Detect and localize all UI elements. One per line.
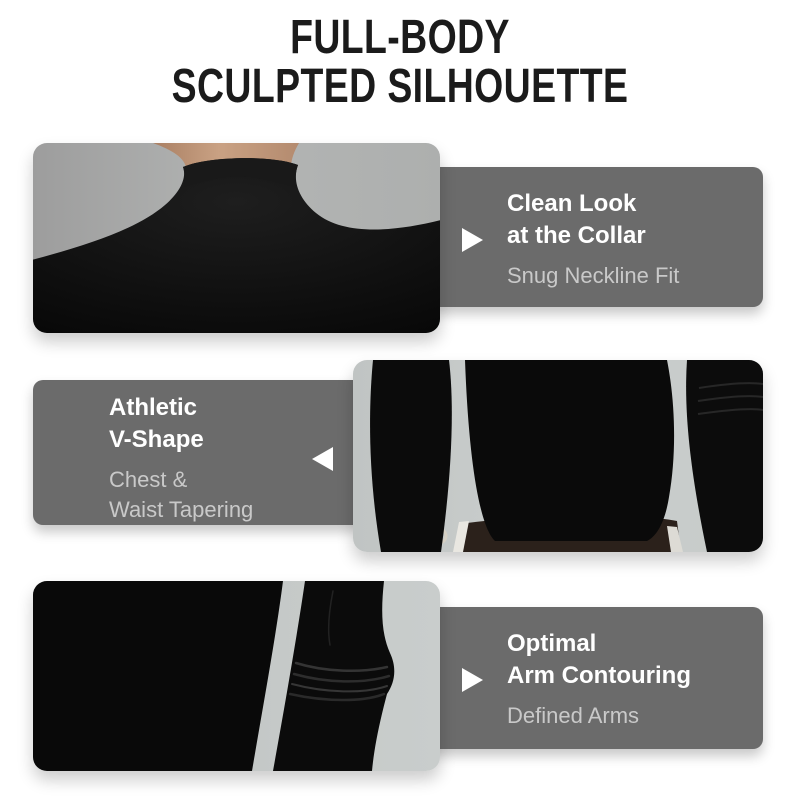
callout-vshape	[33, 380, 363, 525]
callout-collar-heading-2: at the Collar	[507, 222, 646, 249]
page-title-line-1: FULL-BODY	[290, 11, 510, 64]
callout-arm	[420, 607, 763, 749]
callout-arm-subtext: Defined Arms	[507, 703, 640, 728]
callout-vshape-heading-1: Athletic	[109, 394, 198, 421]
photo-collar-closeup	[33, 143, 440, 333]
right-triangle-icon	[462, 668, 483, 692]
callout-vshape-heading-2: V-Shape	[109, 426, 204, 453]
photo-torso-front	[353, 360, 763, 552]
callout-collar-heading-1: Clean Look	[507, 190, 637, 217]
right-triangle-icon	[462, 228, 483, 252]
callout-collar-subtext: Snug Neckline Fit	[507, 263, 680, 288]
callout-collar	[420, 167, 763, 307]
callout-arm-heading-1: Optimal	[507, 630, 597, 657]
callout-collar-text	[507, 188, 679, 291]
photo-sleeve-closeup	[33, 581, 440, 771]
callout-vshape-subtext-2: Waist Tapering	[109, 497, 254, 522]
page-title-line-2: SCULPTED SILHOUETTE	[171, 60, 629, 113]
callout-arm-heading-2: Arm Contouring	[507, 662, 691, 689]
callout-vshape-text	[109, 392, 253, 525]
left-triangle-icon	[312, 447, 333, 471]
callout-vshape-subtext-1: Chest &	[109, 467, 188, 492]
callout-arm-text	[507, 628, 691, 731]
page-title	[88, 13, 712, 111]
